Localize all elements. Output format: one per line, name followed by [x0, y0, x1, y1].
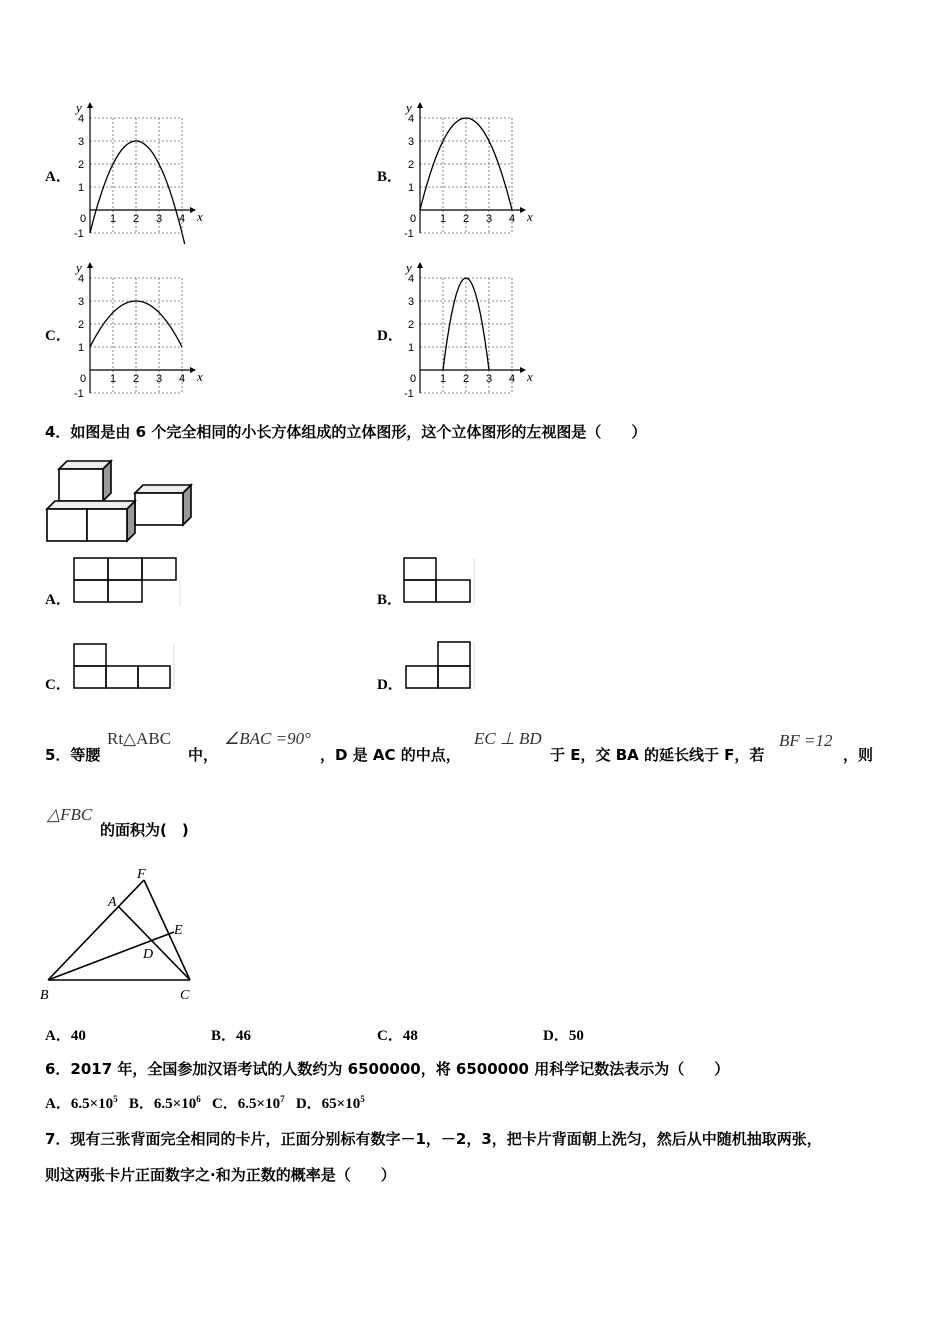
x-tick-label: 1 — [440, 373, 447, 385]
y-tick-label: 4 — [408, 113, 415, 125]
q5-option-b: B．46 — [211, 1028, 252, 1044]
q5-point-f: F — [137, 867, 146, 882]
y-axis-label: y — [406, 100, 412, 115]
q5-option-d: D．50 — [543, 1028, 584, 1044]
q5-mid3: 于 E，交 BA 的延长线于 F，若 — [550, 746, 765, 764]
x-axis-arrow — [520, 367, 526, 373]
q5-triangle-fbc: △FBC — [47, 805, 93, 824]
x-tick-label: 1 — [110, 213, 117, 225]
q3-option-c-label: C． — [45, 328, 71, 344]
q5-end: ，则 — [843, 746, 874, 764]
q3-graph-a — [68, 96, 218, 244]
x-tick-label: 2 — [463, 213, 470, 225]
x-tick-label: 0 — [410, 213, 417, 225]
x-axis-arrow — [190, 207, 196, 213]
q3-graph-d — [398, 256, 548, 404]
q5-angle: ∠BAC =90° — [224, 729, 311, 748]
q5-point-c: C — [180, 988, 190, 1003]
y-tick-label: 1 — [78, 182, 85, 194]
y-axis-arrow — [87, 262, 93, 268]
y-tick-label: 1 — [408, 342, 415, 354]
x-tick-label: 4 — [509, 373, 516, 385]
x-tick-label: 2 — [463, 373, 470, 385]
x-tick-label: 2 — [133, 373, 140, 385]
y-tick-label: 4 — [78, 113, 85, 125]
x-tick-label: 3 — [156, 373, 163, 385]
q5-prefix: 5．等腰 — [45, 746, 101, 764]
q6-option-d: D．65×10 — [295, 1096, 361, 1112]
y-tick-label: 2 — [78, 319, 85, 331]
y-tick-label: 3 — [78, 296, 85, 308]
q3-option-b-label: B． — [377, 169, 403, 185]
x-axis-label: x — [527, 369, 533, 384]
y-axis-label: y — [76, 260, 82, 275]
q4-solid-figure — [45, 455, 197, 545]
x-tick-label: 3 — [486, 213, 493, 225]
q6-option-b: B．6.5×10 — [128, 1096, 197, 1112]
q5-mid1: 中， — [188, 746, 219, 764]
x-tick-label: 0 — [80, 373, 87, 385]
y-axis-arrow — [87, 102, 93, 108]
x-tick-label: 3 — [486, 373, 493, 385]
q5-option-a: A．40 — [45, 1028, 86, 1044]
y-tick-label: 3 — [408, 136, 415, 148]
q5-rt-abc: Rt△ABC — [107, 729, 172, 748]
x-tick-label: 1 — [110, 373, 117, 385]
x-tick-label: 0 — [80, 213, 87, 225]
y-axis-arrow — [417, 102, 423, 108]
parabola-curve — [90, 141, 187, 244]
x-tick-label: 4 — [179, 373, 186, 385]
y-tick-label: -1 — [74, 228, 84, 240]
q7-line1: 7．现有三张背面完全相同的卡片，正面分别标有数字－1，－2，3，把卡片背面朝上洗匀，然后从中随机抽取两张， — [45, 1130, 822, 1148]
y-tick-label: 1 — [78, 342, 85, 354]
y-tick-label: -1 — [404, 388, 414, 400]
x-axis-label: x — [527, 209, 533, 224]
q3-option-d-label: D． — [377, 328, 403, 344]
y-axis-arrow — [417, 262, 423, 268]
q3-graph-b — [398, 96, 548, 244]
y-tick-label: 3 — [78, 136, 85, 148]
y-tick-label: 3 — [408, 296, 415, 308]
x-tick-label: 4 — [179, 213, 186, 225]
q6-option-c: C．6.5×10 — [211, 1096, 281, 1112]
q4-option-b-label: B． — [377, 592, 403, 608]
q4-option-b-figure — [402, 556, 476, 608]
x-tick-label: 1 — [440, 213, 447, 225]
q5-triangle-figure — [40, 862, 200, 1006]
y-tick-label: 2 — [408, 159, 415, 171]
y-tick-label: -1 — [404, 228, 414, 240]
x-axis-arrow — [520, 207, 526, 213]
q6-option-a: A．6.5×10 — [45, 1096, 114, 1112]
q5-point-d: D — [143, 947, 154, 962]
q5-point-b: B — [40, 988, 49, 1003]
y-axis-label: y — [76, 100, 82, 115]
q4-option-d-figure — [402, 640, 476, 692]
q4-option-a-figure — [72, 556, 184, 608]
x-tick-label: 3 — [156, 213, 163, 225]
q4-option-c-figure — [72, 642, 178, 692]
y-axis-label: y — [406, 260, 412, 275]
y-tick-label: 2 — [78, 159, 85, 171]
x-tick-label: 2 — [133, 213, 140, 225]
q3-graph-c — [68, 256, 218, 404]
q5-mid2: ，D 是 AC 的中点， — [320, 746, 461, 764]
q6-text: 6．2017 年，全国参加汉语考试的人数约为 6500000，将 6500000 用科学记数法表示为（ ） — [45, 1060, 730, 1078]
q5-tail: 的面积为( ) — [100, 821, 189, 839]
x-axis-label: x — [197, 369, 203, 384]
q5-point-e: E — [174, 923, 183, 938]
q5-option-c: C．48 — [377, 1028, 418, 1044]
q4-option-c-label: C． — [45, 677, 71, 693]
q4-text: 4．如图是由 6 个完全相同的小长方体组成的立体图形，这个立体图形的左视图是（ ） — [45, 423, 647, 441]
y-tick-label: 4 — [408, 273, 415, 285]
q4-option-d-label: D． — [377, 677, 403, 693]
y-tick-label: -1 — [74, 388, 84, 400]
y-tick-label: 1 — [408, 182, 415, 194]
x-axis-label: x — [197, 209, 203, 224]
x-tick-label: 4 — [509, 213, 516, 225]
q3-option-a-label: A． — [45, 169, 71, 185]
y-tick-label: 2 — [408, 319, 415, 331]
q5-perp: EC ⊥ BD — [474, 729, 542, 748]
x-axis-arrow — [190, 367, 196, 373]
q6-options: A．$6.5\times 10^5$ B．$6.5\times 10^6$ C．$6.5\times 10^7$ D．$65\times 10^5$ — [45, 1094, 365, 1112]
y-tick-label: 4 — [78, 273, 85, 285]
q5-bf: BF =12 — [779, 731, 833, 750]
x-tick-label: 0 — [410, 373, 417, 385]
q5-point-a: A — [108, 895, 117, 910]
q4-option-a-label: A． — [45, 592, 71, 608]
q7-line2: 则这两张卡片正面数字之·和为正数的概率是（ ） — [45, 1166, 396, 1184]
